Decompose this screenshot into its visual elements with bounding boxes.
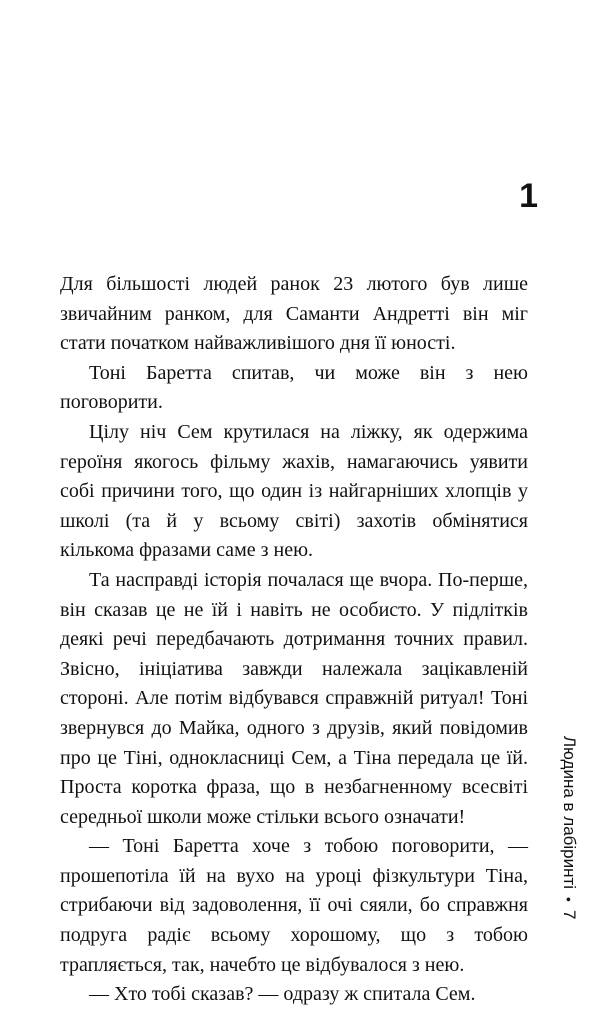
book-title: Людина в лабіринті <box>560 736 579 890</box>
page-number: 7 <box>560 909 579 920</box>
running-footer <box>556 736 582 956</box>
paragraph: Для більшості людей ранок 23 лютого був лише звичайним ранком, для Саманти Андретті він міг стати початком найважливішого дня її юності. <box>60 273 528 355</box>
paragraph: — Тоні Баретта хоче з тобою поговорити, — прошепотіла їй на вухо на уроці фізкультури Тіна, стрибаючи від задоволення, її очі сяяли, бо справжня подруга радіє всьому хорошому, що з тобою трапляється, так, начебто це відбувалося з нею. <box>60 835 528 976</box>
separator-bullet: • <box>561 897 577 902</box>
paragraph: — Хто тобі сказав? — одразу ж спитала Сем. <box>89 983 476 1006</box>
paragraph: Цілу ніч Сем крутилася на ліжку, як одержима героїня якогось фільму жахів, намагаючись уявити собі причини того, що один із найгарніших хлопців у школі (та й у всьому світі) захотів обмінятися кількома фразами саме з нею. <box>60 420 528 562</box>
paragraph: Та насправді історія почалася ще вчора. По-перше, він сказав це не їй і навіть не особисто. У підлітків деякі речі передбачають дотримання точних правил. Звісно, ініціатива завжди належала зацікавленій стороні. Але потім відбувався справжній ритуал! Тоні звернувся до Майка, одного з друзів, який повідомив про це Тіні, однокласниці Сем, а Тіна передала це їй. Проста коротка фраза, що в незбагненному всесвіті середньої школи може стільки всього означати! <box>60 568 528 828</box>
body-text <box>60 270 528 1010</box>
paragraph: Тоні Баретта спитав, чи може він з нею поговорити. <box>60 361 528 414</box>
chapter-number: 1 <box>519 177 538 215</box>
